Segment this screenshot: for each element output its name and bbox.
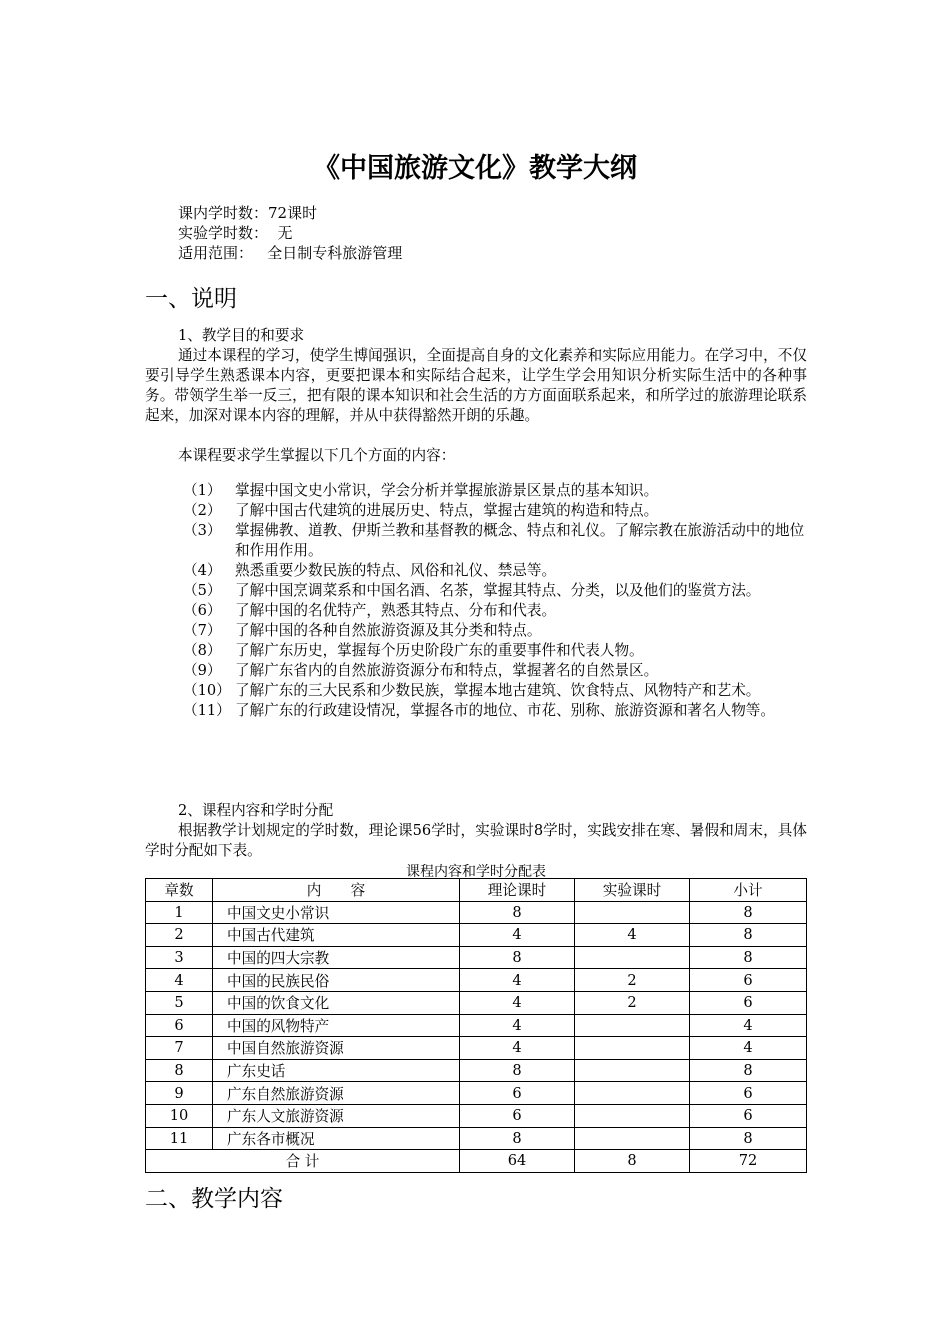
header-lab: 实验课时: [575, 879, 690, 902]
paragraph-requirements-intro: 本课程要求学生掌握以下几个方面的内容：: [178, 447, 456, 464]
cell-subtotal: 4: [690, 1014, 807, 1037]
cell-theory: 4: [460, 969, 575, 992]
table-row: [146, 946, 807, 969]
table-row: [146, 991, 807, 1014]
list-item: [145, 481, 807, 501]
cell-theory: 4: [460, 1014, 575, 1037]
cell-subtotal: 8: [690, 901, 807, 924]
table-row: [146, 901, 807, 924]
list-item-number: （10）: [183, 682, 231, 699]
section1-body: [145, 326, 807, 466]
total-lab: 8: [575, 1150, 690, 1173]
cell-chapter: 9: [146, 1082, 213, 1105]
list-item: [145, 661, 807, 681]
total-sum: 72: [690, 1150, 807, 1173]
subheading-allocation: 2、课程内容和学时分配: [178, 802, 334, 819]
cell-content: 中国文史小常识: [213, 901, 460, 924]
requirements-list: [145, 481, 807, 721]
cell-theory: 8: [460, 1059, 575, 1082]
total-label: 合 计: [146, 1150, 460, 1173]
list-item-number: （11）: [183, 702, 231, 719]
list-item: [145, 621, 807, 641]
cell-chapter: 1: [146, 901, 213, 924]
list-item: [145, 521, 807, 561]
cell-theory: 8: [460, 1127, 575, 1150]
list-item-text: 了解中国烹调菜系和中国名酒、名茶，掌握其特点、分类，以及他们的鉴赏方法。: [235, 582, 761, 599]
cell-content: 中国的四大宗教: [213, 946, 460, 969]
cell-chapter: 10: [146, 1104, 213, 1127]
table-row: [146, 1127, 807, 1150]
hours-table: [145, 878, 807, 1173]
list-item-number: （2）: [183, 502, 222, 519]
table-row: [146, 1104, 807, 1127]
table-row: [146, 1059, 807, 1082]
cell-chapter: 6: [146, 1014, 213, 1037]
cell-lab: [575, 1037, 690, 1060]
meta-scope: 适用范围： 全日制专科旅游管理: [178, 244, 403, 262]
table-row: [146, 1014, 807, 1037]
cell-chapter: 7: [146, 1037, 213, 1060]
cell-chapter: 8: [146, 1059, 213, 1082]
list-item: [145, 681, 807, 701]
list-item-text: 了解中国的名优特产，熟悉其特点、分布和代表。: [235, 602, 557, 619]
list-item-text: 掌握佛教、道教、伊斯兰教和基督教的概念、特点和礼仪。了解宗教在旅游活动中的地位和作用作用。: [235, 522, 805, 559]
cell-theory: 4: [460, 991, 575, 1014]
list-item-number: （1）: [183, 482, 222, 499]
cell-theory: 8: [460, 946, 575, 969]
cell-subtotal: 8: [690, 924, 807, 947]
table-caption: 课程内容和学时分配表: [406, 864, 546, 880]
list-item-text: 了解广东的三大民系和少数民族，掌握本地古建筑、饮食特点、风物特产和艺术。: [235, 682, 761, 699]
header-subtotal: 小计: [690, 879, 807, 902]
table-row: [146, 1037, 807, 1060]
list-item: [145, 701, 807, 721]
cell-content: 中国的饮食文化: [213, 991, 460, 1014]
cell-chapter: 5: [146, 991, 213, 1014]
list-item-number: （9）: [183, 662, 222, 679]
cell-content: 中国的风物特产: [213, 1014, 460, 1037]
list-item-number: （5）: [183, 582, 222, 599]
cell-theory: 4: [460, 1037, 575, 1060]
cell-chapter: 3: [146, 946, 213, 969]
header-theory: 理论课时: [460, 879, 575, 902]
cell-content: 广东各市概况: [213, 1127, 460, 1150]
paragraph-allocation: 根据教学计划规定的学时数，理论课56学时，实验课时8学时，实践安排在寒、暑假和周末，具体学时分配如下表。: [145, 822, 807, 859]
cell-lab: 4: [575, 924, 690, 947]
table-row: [146, 969, 807, 992]
cell-lab: 2: [575, 969, 690, 992]
list-item-text: 了解中国古代建筑的进展历史、特点，掌握古建筑的构造和特点。: [235, 502, 659, 519]
cell-subtotal: 6: [690, 969, 807, 992]
cell-chapter: 4: [146, 969, 213, 992]
cell-subtotal: 6: [690, 1104, 807, 1127]
cell-lab: 2: [575, 991, 690, 1014]
course-meta: [178, 203, 402, 263]
list-item-number: （6）: [183, 602, 222, 619]
cell-chapter: 2: [146, 924, 213, 947]
cell-subtotal: 4: [690, 1037, 807, 1060]
cell-theory: 4: [460, 924, 575, 947]
document-title: 《中国旅游文化》教学大纲: [313, 153, 637, 184]
list-item: [145, 501, 807, 521]
list-item-text: 了解中国的各种自然旅游资源及其分类和特点。: [235, 622, 542, 639]
list-item-text: 了解广东的行政建设情况，掌握各市的地位、市花、别称、旅游资源和著名人物等。: [235, 702, 775, 719]
cell-subtotal: 8: [690, 946, 807, 969]
list-item-text: 了解广东省内的自然旅游资源分布和特点，掌握著名的自然景区。: [235, 662, 659, 679]
meta-lab-hours: 实验学时数： 无: [178, 224, 293, 242]
list-item: [145, 601, 807, 621]
cell-content: 广东人文旅游资源: [213, 1104, 460, 1127]
cell-subtotal: 6: [690, 1082, 807, 1105]
cell-subtotal: 8: [690, 1059, 807, 1082]
cell-content: 中国自然旅游资源: [213, 1037, 460, 1060]
list-item: [145, 561, 807, 581]
list-item-text: 了解广东历史，掌握每个历史阶段广东的重要事件和代表人物。: [235, 642, 644, 659]
cell-lab: [575, 1014, 690, 1037]
cell-lab: [575, 1127, 690, 1150]
cell-chapter: 11: [146, 1127, 213, 1150]
list-item-number: （4）: [183, 562, 222, 579]
cell-lab: [575, 901, 690, 924]
list-item-number: （3）: [183, 522, 222, 539]
list-item-text: 掌握中国文史小常识，学会分析并掌握旅游景区景点的基本知识。: [235, 482, 659, 499]
table-row: [146, 924, 807, 947]
cell-lab: [575, 946, 690, 969]
subheading-objectives: 1、教学目的和要求: [178, 327, 305, 344]
cell-content: 中国的民族民俗: [213, 969, 460, 992]
cell-lab: [575, 1059, 690, 1082]
paragraph-objectives: 通过本课程的学习，使学生博闻强识，全面提高自身的文化素养和实际应用能力。在学习中，不仅要引导学生熟悉课本内容，更要把课本和实际结合起来，让学生学会用知识分析实际生活中的各种事务。带领学生举一反三，把有限的课本知识和社会生活的方方面面联系起来，和所学过的旅游理论联系起来，加深对课本内容的理解，并从中获得豁然开朗的乐趣。: [145, 347, 807, 424]
header-content: 内 容: [213, 879, 460, 902]
list-item-number: （7）: [183, 622, 222, 639]
cell-content: 中国古代建筑: [213, 924, 460, 947]
cell-lab: [575, 1104, 690, 1127]
table-total-row: [146, 1150, 807, 1173]
cell-theory: 8: [460, 901, 575, 924]
table-row: [146, 1082, 807, 1105]
cell-subtotal: 6: [690, 991, 807, 1014]
cell-content: 广东史话: [213, 1059, 460, 1082]
cell-content: 广东自然旅游资源: [213, 1082, 460, 1105]
cell-subtotal: 8: [690, 1127, 807, 1150]
meta-hours: 课内学时数：72课时: [178, 204, 318, 222]
section-heading-2: 二、教学内容: [145, 1186, 283, 1212]
list-item: [145, 641, 807, 661]
list-item-number: （8）: [183, 642, 222, 659]
cell-theory: 6: [460, 1082, 575, 1105]
total-theory: 64: [460, 1150, 575, 1173]
cell-theory: 6: [460, 1104, 575, 1127]
section1-allocation: [145, 801, 807, 861]
section-heading-1: 一、说明: [145, 286, 237, 312]
cell-lab: [575, 1082, 690, 1105]
list-item: [145, 581, 807, 601]
list-item-text: 熟悉重要少数民族的特点、风俗和礼仪、禁忌等。: [235, 562, 557, 579]
header-chapter: 章数: [146, 879, 213, 902]
table-header-row: [146, 879, 807, 902]
